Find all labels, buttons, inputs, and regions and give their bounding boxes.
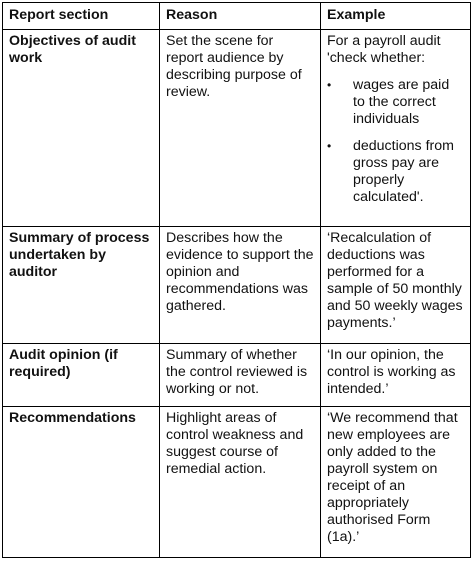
bullet-text: wages are paid to the correct individuals <box>353 77 450 127</box>
bullet-icon: • <box>327 78 332 92</box>
table-row <box>3 407 471 558</box>
audit-report-table <box>2 2 471 558</box>
table-row <box>3 30 471 227</box>
header-report-section: Report section <box>3 3 160 30</box>
example-cell <box>321 30 471 227</box>
example-cell: ‘We recommend that new employees are only added to the payroll system on receipt of an appropriately authorised Form (1a).’ <box>321 407 471 558</box>
table-row <box>3 227 471 344</box>
example-cell: ‘Recalculation of deductions was performed for a sample of 50 monthly and 50 weekly wages payments.’ <box>321 227 471 344</box>
bullet-icon: • <box>327 139 332 153</box>
section-cell: Recommendations <box>3 407 160 558</box>
section-cell: Audit opinion (if required) <box>3 344 160 407</box>
table-row <box>3 344 471 407</box>
bullet-text: deductions from gross pay are properly calculated'. <box>353 138 454 205</box>
list-item <box>327 138 464 206</box>
reason-cell: Summary of whether the control reviewed is working or not. <box>160 344 321 407</box>
audit-report-table-wrapper <box>2 2 471 558</box>
header-reason: Reason <box>160 3 321 30</box>
reason-cell: Highlight areas of control weakness and suggest course of remedial action. <box>160 407 321 558</box>
reason-cell: Set the scene for report audience by describing purpose of review. <box>160 30 321 227</box>
section-cell: Objectives of audit work <box>3 30 160 227</box>
header-row <box>3 3 471 30</box>
example-cell: ‘In our opinion, the control is working as intended.’ <box>321 344 471 407</box>
header-example: Example <box>321 3 471 30</box>
list-item <box>327 77 464 128</box>
section-cell: Summary of process undertaken by auditor <box>3 227 160 344</box>
example-bullet-list <box>327 77 464 206</box>
reason-cell: Describes how the evidence to support the opinion and recommendations was gathered. <box>160 227 321 344</box>
example-intro: For a payroll audit 'check whether: <box>327 33 441 66</box>
